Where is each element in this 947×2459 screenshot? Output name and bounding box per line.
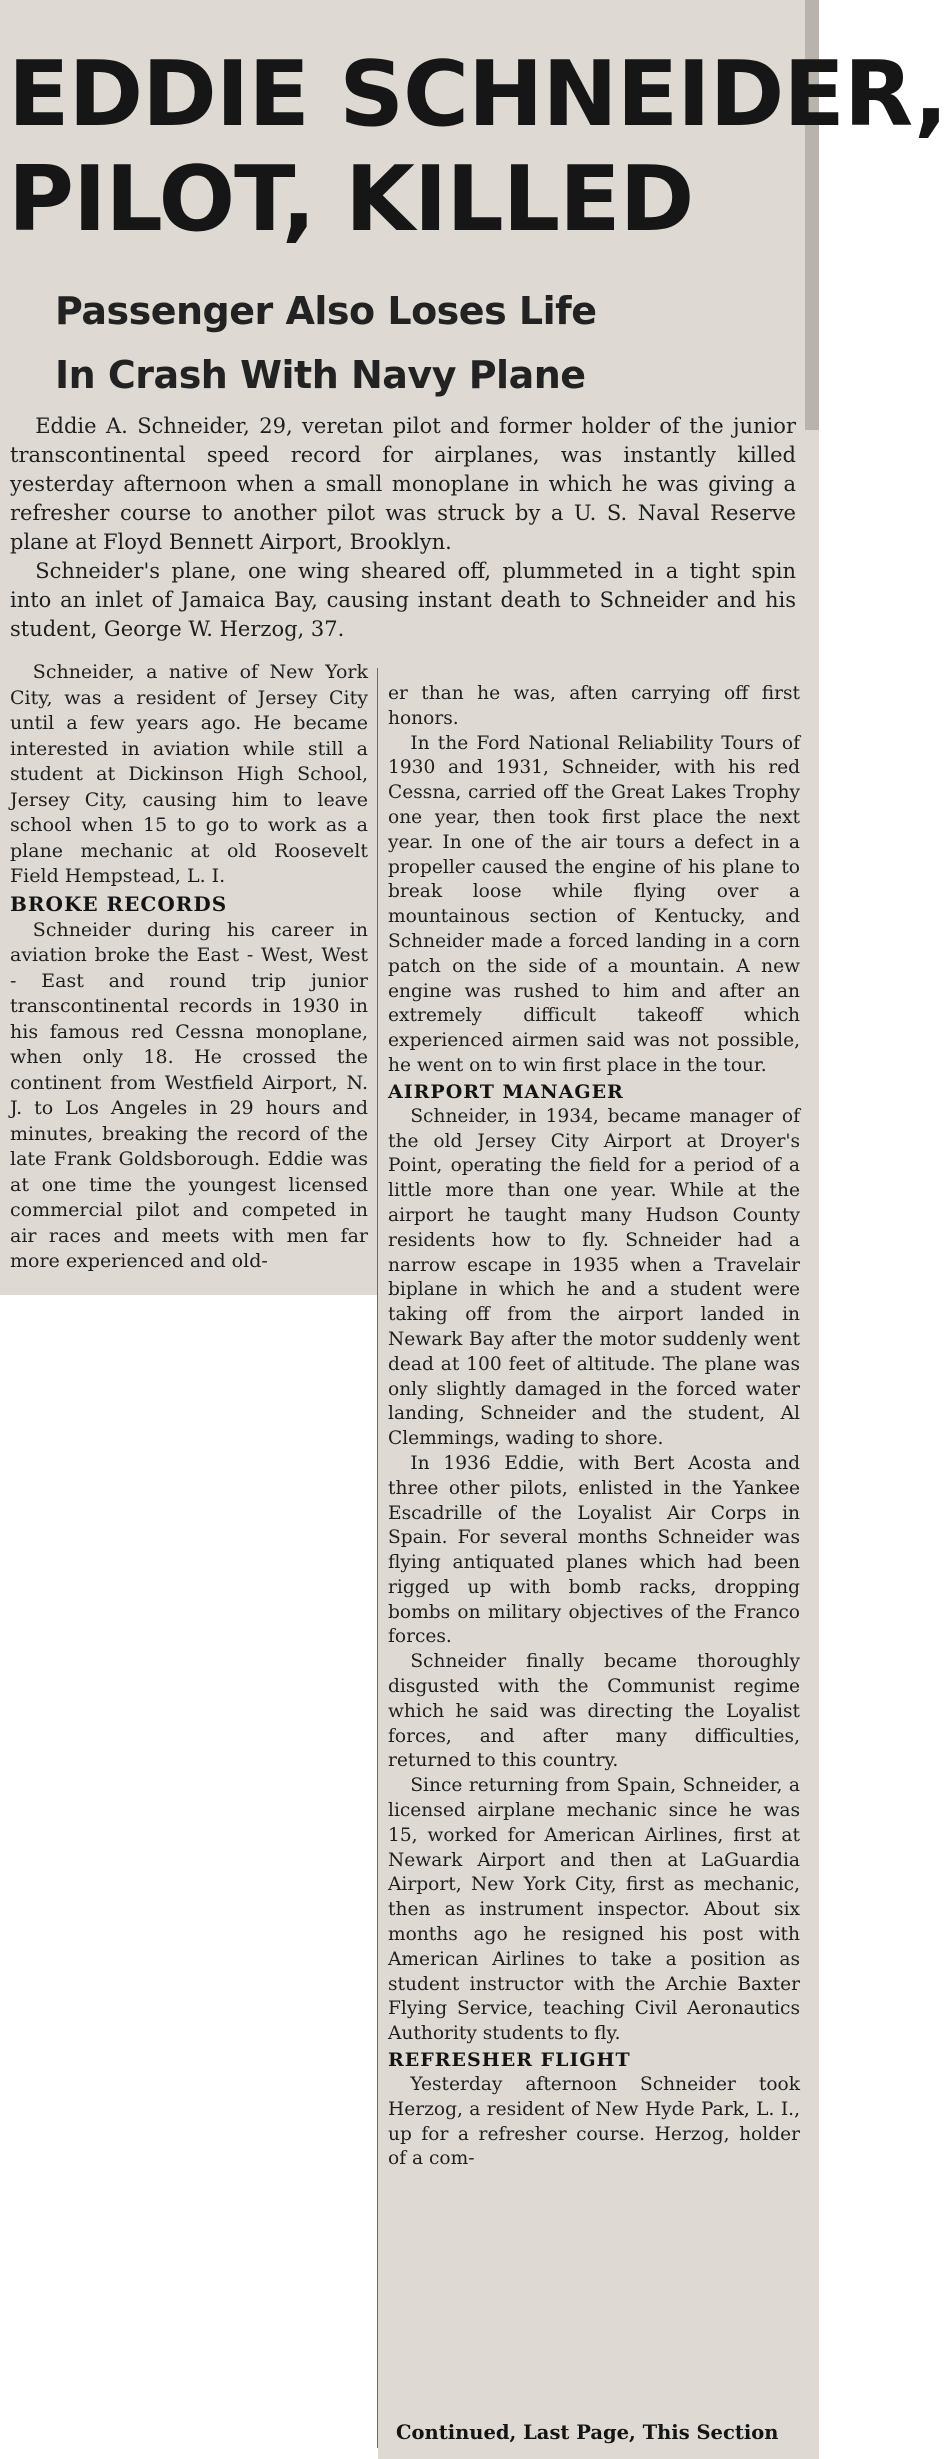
article-paragraph: Schneider, a native of New York City, was a resident of Jersey City until a few years ago. He became interested in aviation while still a student at Dickinson High School, Jersey City, causing him to leave school when 15 to go to work as a plane mechanic at old Roosevelt Field Hempstead, L. I. [10,661,368,887]
subheadline-line-2: In Crash With Navy Plane [55,353,586,397]
article-paragraph: Schneider finally became thoroughly disgusted with the Communist regime which he said was directing the Loyalist forces, and after many difficulties, returned to this country. [388,1651,800,1772]
lead-paragraph: Schneider's plane, one wing sheared off, plummeted in a tight spin into an inlet of Jamaica Bay, causing instant death to Schneider and his student, George W. Herzog, 37. [10,559,796,641]
column-divider [377,668,378,2448]
headline-line-2: PILOT, KILLED [8,147,694,252]
article-paragraph: er than he was, aften carrying off first honors. [388,683,800,729]
article-paragraph: Schneider during his career in aviation broke the East - West, West - East and round trip junior transcontinental records in 1930 in his famous red Cessna monoplane, when only 18. He crossed the continent from Westfield Airport, N. J. to Los Angeles in 29 hours and minutes, breaking the record of the late Frank Goldsborough. Eddie was at one time the youngest licensed commercial pilot and competed in air races and meets with men far more experienced and old- [10,918,368,1272]
section-heading: AIRPORT MANAGER [388,1080,624,1103]
left-column [10,660,368,1275]
right-column [388,682,800,2172]
article-paragraph: Yesterday afternoon Schneider took Herzog, a resident of New Hyde Park, L. I., up for a refresher course. Herzog, holder of a com- [388,2074,800,2170]
section-heading: REFRESHER FLIGHT [388,2049,631,2072]
lead-paragraph: Eddie A. Schneider, 29, veretan pilot and former holder of the junior transcontinental speed record for airplanes, was instantly killed yesterday afternoon when a small monoplane in which he was giving a refresher course to another pilot was struck by a U. S. Naval Reserve plane at Floyd Bennett Airport, Brooklyn. [10,414,796,554]
article-paragraph: In 1936 Eddie, with Bert Acosta and three other pilots, enlisted in the Yankee Escadrille of the Loyalist Air Corps in Spain. For several months Schneider was flying antiquated planes which had been rigged up with bomb racks, dropping bombs on military objectives of the Franco forces. [388,1452,800,1648]
article-paragraph: Since returning from Spain, Schneider, a licensed airplane mechanic since he was 15, worked for American Airlines, first at Newark Airport and then at LaGuardia Airport, New York City, first as mechanic, then as instrument inspector. About six months ago he resigned his post with American Airlines to take a position as student instructor with the Archie Baxter Flying Service, teaching Civil Aeronautics Authority students to fly. [388,1775,800,2045]
subheadline-line-1: Passenger Also Loses Life [55,289,597,333]
headline-line-1: EDDIE SCHNEIDER, [8,42,947,147]
continuation-line: Continued, Last Page, This Section [396,2421,779,2444]
lead-section [10,412,796,644]
article-paragraph: In the Ford National Reliability Tours of 1930 and 1931, Schneider, with his red Cessna, carried off the Great Lakes Trophy one year, then took first place the next year. In one of the air tours a defect in a propeller caused the engine of his plane to break loose while flying over a mountainous section of Kentucky, and Schneider made a forced landing in a corn patch on the side of a mountain. A new engine was rushed to him and after an extremely difficult takeoff which experienced airmen said was not possible, he went on to win first place in the tour. [388,732,800,1076]
section-heading: BROKE RECORDS [10,891,228,916]
article-paragraph: Schneider, in 1934, became manager of the old Jersey City Airport at Droyer's Point, operating the field for a period of a little more than one year. While at the airport he taught many Hudson County residents how to fly. Schneider had a narrow escape in 1935 when a Travelair biplane in which he and a student were taking off from the airport landed in Newark Bay after the motor suddenly went dead at 100 feet of altitude. The plane was only slightly damaged in the forced water landing, Schneider and the student, Al Clemmings, wading to shore. [388,1105,800,1450]
